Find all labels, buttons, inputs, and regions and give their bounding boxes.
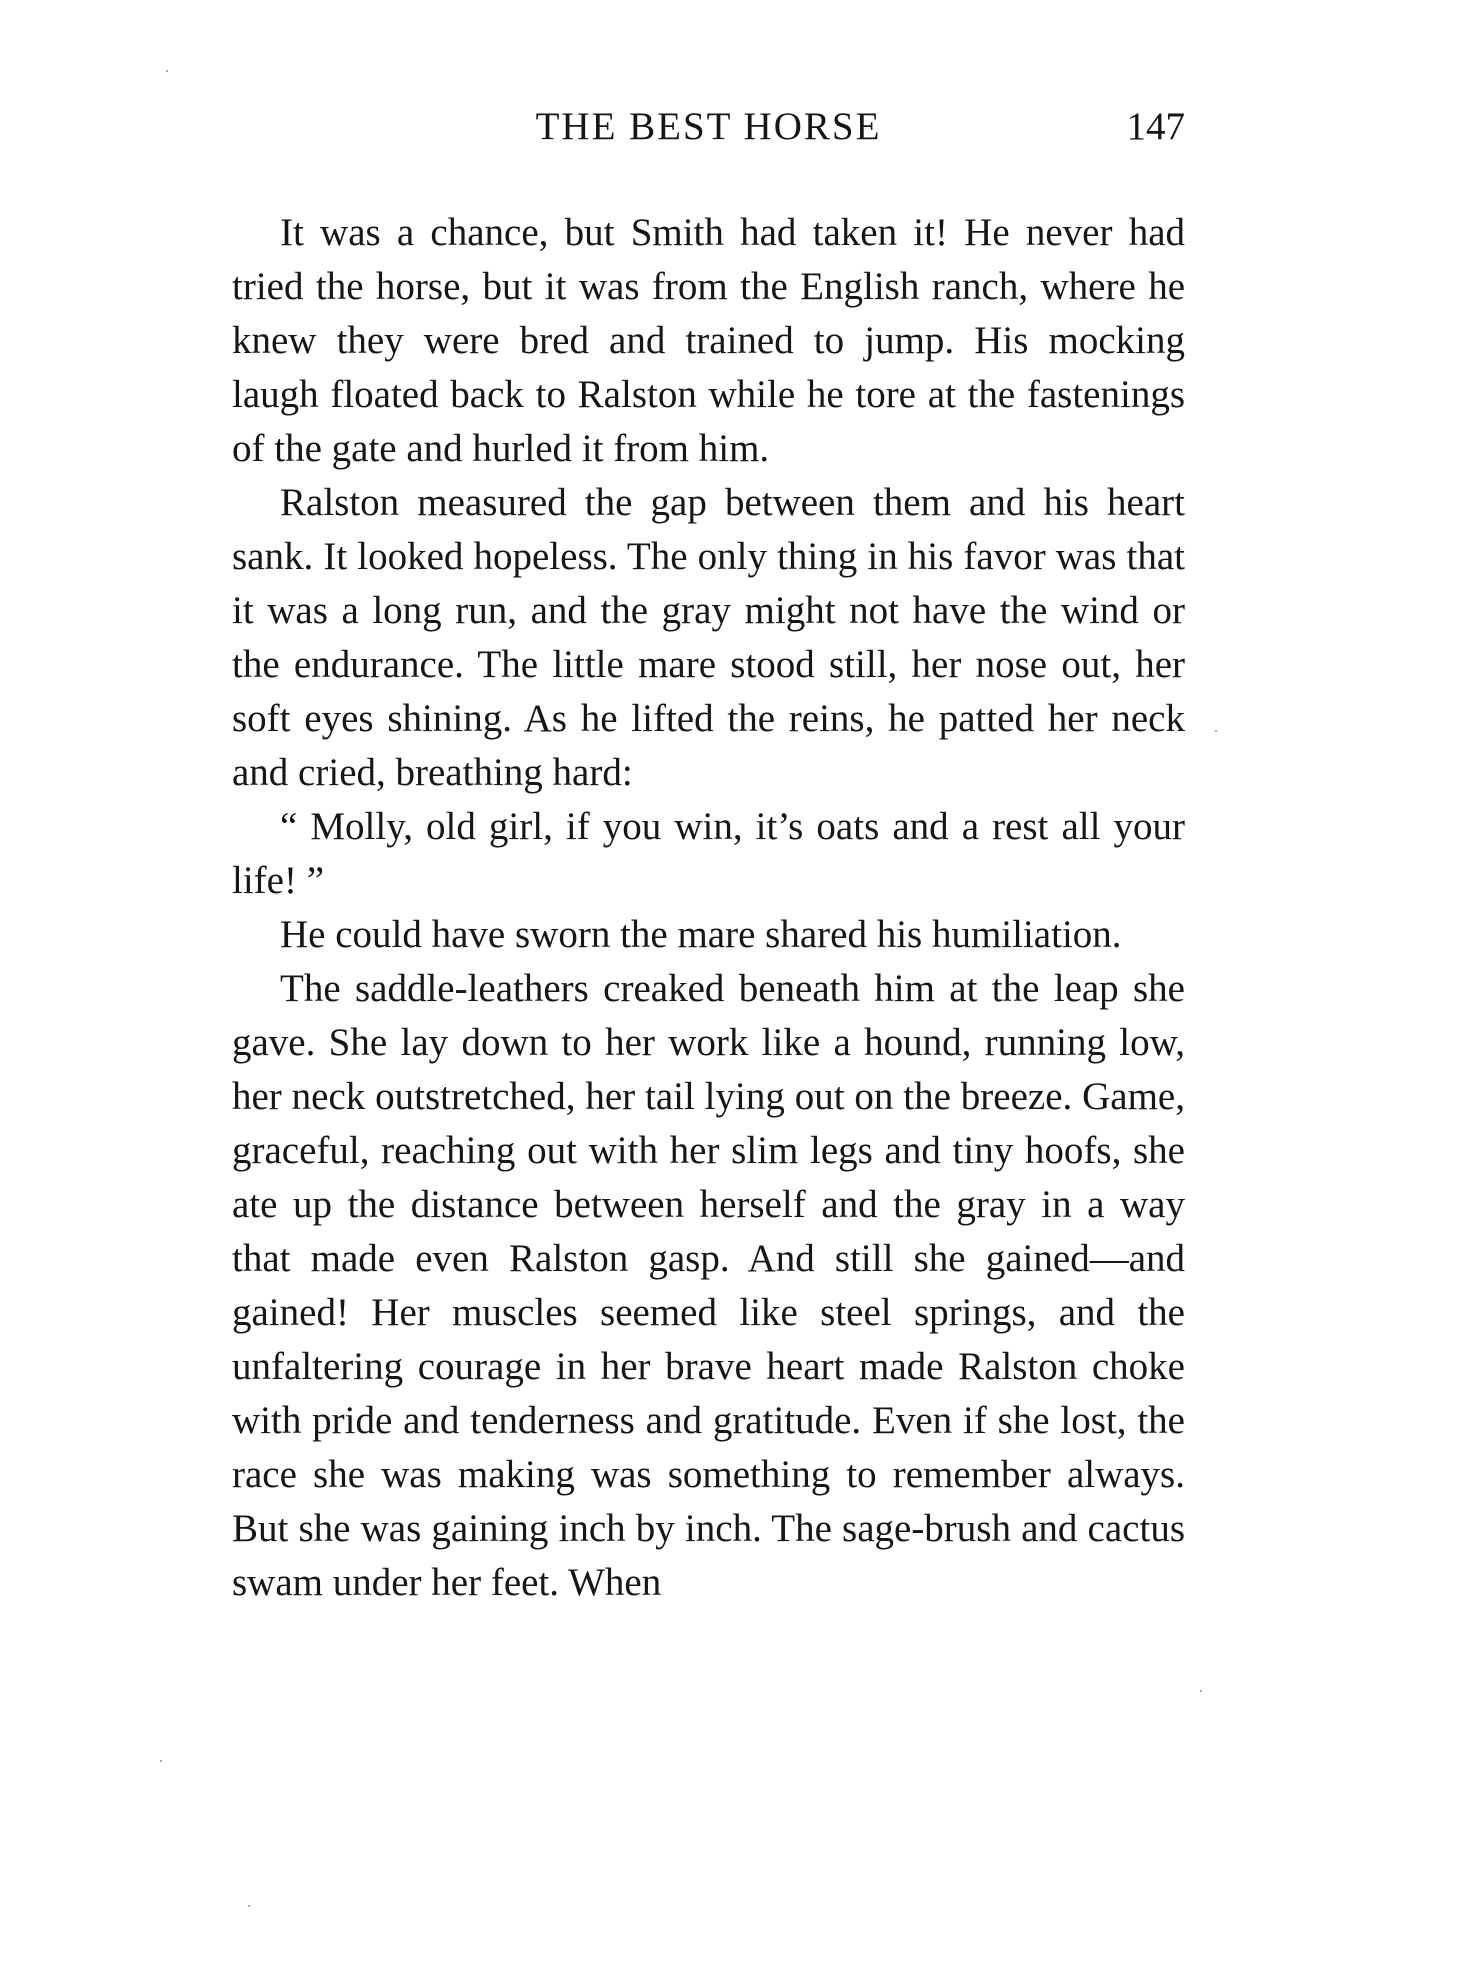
- paragraph: He could have sworn the mare shared his humiliation.: [280, 913, 1122, 956]
- paragraph: “ Molly, old girl, if you win, it’s oats and a rest all your life! ”: [232, 805, 1185, 902]
- page-number: 147: [1126, 105, 1185, 148]
- paragraph: The saddle-leathers creaked beneath him at the leap she gave. She lay down to her work like a hound, running low, her neck outstretched, her tail lying out on the breeze. Game, graceful, reaching out with her slim legs and tiny hoofs, she ate up the distance between herself and the gray in a way that made even Ralston gasp. And still she gained—and gained! Her muscles seemed like steel springs, and the unfaltering courage in her brave heart made Ralston choke with pride and tenderness and gratitude. Even if she lost, the race she was making was something to remember always. But she was gaining inch by inch. The sage-brush and cactus swam under her feet. When: [232, 967, 1185, 1604]
- body-text: [232, 206, 1185, 1610]
- chapter-title: THE BEST HORSE: [535, 105, 882, 148]
- paragraph: Ralston measured the gap between them and his heart sank. It looked hopeless. The only thing in his favor was that it was a long run, and the gray might not have the wind or the endurance. The little mare stood still, her nose out, her soft eyes shining. As he lifted the reins, he patted her neck and cried, breathing hard:: [232, 481, 1185, 794]
- paragraph: It was a chance, but Smith had taken it! He never had tried the horse, but it was from the English ranch, where he knew they were bred and trained to jump. His mocking laugh floated back to Ralston while he tore at the fastenings of the gate and hurled it from him.: [232, 211, 1185, 470]
- running-head: [232, 104, 1185, 164]
